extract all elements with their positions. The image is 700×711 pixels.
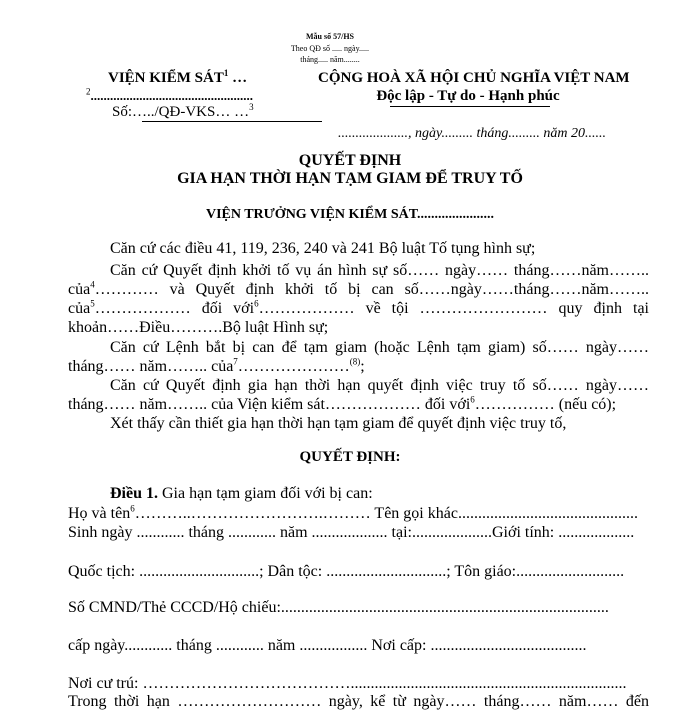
decision-number: Số:…../QĐ-VKS… …$^3$ — [112, 102, 254, 120]
legal-basis-1: Căn cứ các điều 41, 119, 236, 240 và 241 Bộ luật Tố tụng hình sự; — [110, 240, 536, 257]
document-subtitle: GIA HẠN THỜI HẠN TẠM GIAM ĐỂ TRUY TỐ — [177, 170, 523, 187]
issuer-title: VIỆN TRƯỞNG VIỆN KIỂM SÁT...................... — [205, 207, 495, 222]
place-date-line: ...................., ngày......... tháng......... năm 20...... — [338, 126, 606, 141]
field-birth: Sinh ngày ............ tháng ............ năm ................... tại:....................Giới tính: ................... — [68, 524, 635, 541]
field-duration: Trong thời hạn ……………………… ngày, kể từ ngày…… tháng…… năm…… đến — [68, 693, 649, 710]
field-residence: Nơi cư trú: …………………………………..................................................................... — [68, 675, 627, 692]
legal-basis-2-line4: khoản……Điều……….Bộ luật Hình sự; — [68, 319, 329, 336]
sub-agency-line: $^2$.................................................. — [86, 86, 253, 103]
legal-basis-2-line3: của$^5$……………… đối với$^6$……………… về tội …………………… quy định tại — [68, 298, 649, 317]
legal-basis-3-line1: Căn cứ Lệnh bắt bị can để tạm giam (hoặc Lệnh tạm giam) số…… ngày…… — [110, 339, 649, 356]
motto-underline — [390, 106, 550, 107]
national-motto: Độc lập - Tự do - Hạnh phúc — [376, 88, 560, 104]
consideration-paragraph: Xét thấy cần thiết gia hạn thời hạn tạm giam để quyết định việc truy tố, — [110, 415, 567, 432]
form-reference-date: tháng..... năm........ — [300, 55, 360, 64]
document-title: QUYẾT ĐỊNH — [298, 152, 402, 169]
legal-basis-4-line1: Căn cứ Quyết định gia hạn thời hạn quyết định việc truy tố số…… ngày…… — [110, 377, 649, 394]
legal-basis-2-line1: Căn cứ Quyết định khởi tố vụ án hình sự số…… ngày…… tháng……năm…….. — [110, 262, 649, 279]
field-nationality: Quốc tịch: ..............................; Dân tộc: ..............................; Tôn giáo:........................... — [68, 563, 625, 580]
article-1: Điều 1. Gia hạn tạm giam đối với bị can: — [110, 485, 373, 502]
header-underline — [142, 121, 322, 122]
legal-basis-3-line2: tháng…… năm…….. của$^7$…………………$^{(8)}$; — [68, 356, 365, 375]
field-full-name: Họ và tên$^6$………..…………………….……… Tên gọi khác............................................. — [68, 503, 638, 522]
legal-basis-4-line2: tháng…… năm…….. của Viện kiểm sát……………… đối với$^6$…………… (nếu có); — [68, 394, 617, 413]
national-title: CỘNG HOÀ XÃ HỘI CHỦ NGHĨA VIỆT NAM — [318, 70, 630, 86]
legal-basis-2-line2: của$^4$………… và Quyết định khởi tố bị can số……ngày……tháng……năm…….. — [68, 279, 649, 298]
decision-heading: QUYẾT ĐỊNH: — [299, 449, 401, 465]
form-reference: Theo QĐ số ..... ngày..... — [290, 44, 370, 53]
field-id-issue: cấp ngày............ tháng ............ năm ................. Nơi cấp: ....................................... — [68, 637, 587, 654]
form-number: Mẫu số 57/HS — [305, 32, 354, 41]
field-id-number: Số CMND/Thẻ CCCD/Hộ chiếu:.................................................................................. — [68, 599, 609, 616]
agency-name: VIỆN KIỂM SÁT$^1$ … — [108, 68, 248, 86]
